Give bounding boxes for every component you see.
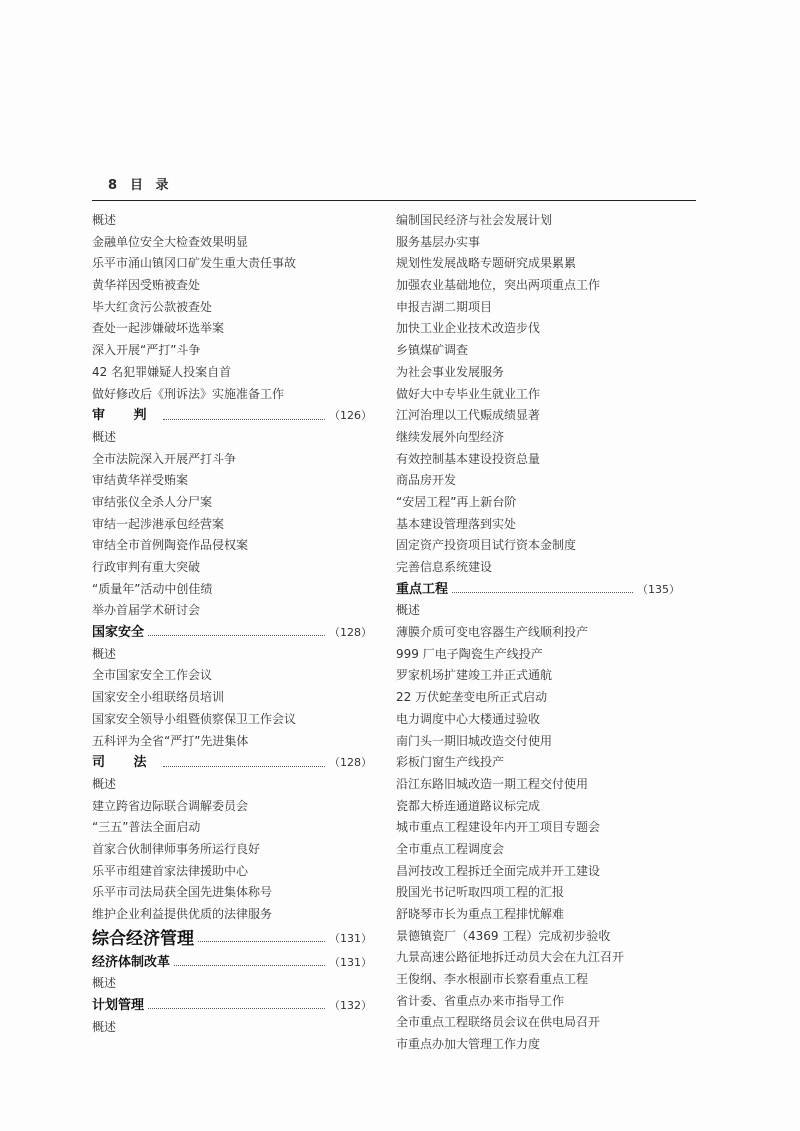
toc-entry[interactable]: 加强农业基础地位，突出两项重点工作 [396, 278, 601, 293]
toc-heading-label: 计划管理 [92, 998, 145, 1014]
toc-page-number: （126） [329, 409, 372, 423]
toc-entry[interactable]: “安居工程”再上新台阶 [396, 494, 517, 509]
toc-page-number: （131） [329, 955, 372, 969]
toc-entry[interactable]: 市重点办加大管理工作力度 [396, 1037, 541, 1052]
toc-entry[interactable]: 瓷都大桥连通道路议标完成 [396, 798, 541, 813]
toc-entry[interactable]: 江河治理以工代赈成绩显著 [396, 408, 541, 423]
toc-entry[interactable]: 继续发展外向型经济 [396, 429, 505, 444]
toc-entry[interactable]: 毕大红贪污公款被查处 [92, 299, 213, 314]
toc-entry[interactable]: 42 名犯罪嫌疑人投案自首 [92, 364, 232, 379]
toc-entry[interactable]: 审结全市首例陶瓷作品侵权案 [92, 538, 249, 553]
dot-leader [452, 592, 633, 593]
toc-entry[interactable]: 999 厂电子陶瓷生产线投产 [396, 646, 543, 661]
dot-leader [163, 766, 325, 767]
toc-section-heading[interactable] [92, 752, 372, 774]
toc-entry[interactable]: 乐平市司法局获全国先进集体称号 [92, 885, 273, 900]
page-header [92, 176, 696, 200]
toc-entry[interactable]: 概述 [92, 776, 117, 791]
toc-page-number: （132） [329, 999, 372, 1013]
toc-section-heading[interactable] [396, 579, 680, 601]
toc-page-number: （131） [329, 931, 372, 945]
toc-entry[interactable]: 全市国家安全工作会议 [92, 668, 213, 683]
toc-entry[interactable]: 服务基层办实事 [396, 234, 481, 249]
toc-entry[interactable]: 殷国光书记听取四项工程的汇报 [396, 885, 565, 900]
toc-entry[interactable]: 乐平市组建首家法律援助中心 [92, 863, 249, 878]
toc-entry[interactable]: 审结一起涉港承包经营案 [92, 516, 225, 531]
toc-entry[interactable]: 概述 [92, 976, 117, 991]
toc-entry[interactable]: 申报吉湖二期项目 [396, 299, 493, 314]
toc-entry[interactable]: 基本建设管理落到实处 [396, 516, 517, 531]
toc-entry[interactable]: 国家安全小组联络员培训 [92, 690, 225, 705]
toc-entry[interactable]: 审结黄华祥受贿案 [92, 473, 189, 488]
dot-leader [174, 965, 325, 966]
toc-chapter-heading[interactable] [92, 926, 372, 952]
toc-entry[interactable]: 固定资产投资项目试行资本金制度 [396, 538, 577, 553]
toc-entry[interactable]: 黄华祥因受贿被查处 [92, 278, 201, 293]
toc-entry[interactable]: 省计委、省重点办来市指导工作 [396, 993, 565, 1008]
dot-leader [163, 419, 325, 420]
toc-right-column [396, 210, 680, 1056]
toc-entry[interactable]: 概述 [92, 646, 117, 661]
toc-entry[interactable]: 做好修改后《刑诉法》实施准备工作 [92, 386, 285, 401]
toc-entry[interactable]: 有效控制基本建设投资总量 [396, 451, 541, 466]
toc-entry[interactable]: 概述 [92, 213, 117, 227]
toc-section-heading[interactable] [92, 995, 372, 1017]
toc-left-column [92, 210, 372, 1038]
dot-leader [148, 1008, 325, 1009]
toc-entry[interactable]: 全市法院深入开展严打斗争 [92, 451, 237, 466]
toc-entry[interactable]: 概述 [396, 603, 421, 618]
toc-heading-label: 经济体制改革 [92, 954, 171, 970]
toc-entry[interactable]: 景德镇瓷厂（4369 工程）完成初步验收 [396, 928, 611, 943]
toc-entry[interactable]: 做好大中专毕业生就业工作 [396, 386, 541, 401]
toc-entry[interactable]: 深入开展“严打”斗争 [92, 343, 201, 358]
header-rule [92, 200, 696, 201]
toc-entry[interactable]: 行政审判有重大突破 [92, 560, 201, 574]
toc-entry[interactable]: 全市重点工程调度会 [396, 841, 505, 856]
toc-entry[interactable]: 昌河技改工程拆迁全面完成并开工建设 [396, 863, 601, 878]
toc-entry[interactable]: 彩板门窗生产线投产 [396, 755, 505, 770]
toc-entry[interactable]: 南门头一期旧城改造交付使用 [396, 733, 553, 748]
toc-entry[interactable]: 乡镇煤矿调查 [396, 343, 469, 358]
toc-entry[interactable]: 审结张仪全杀人分尸案 [92, 494, 213, 509]
toc-entry[interactable]: 城市重点工程建设年内开工项目专题会 [396, 820, 601, 835]
toc-entry[interactable]: 举办首届学术研讨会 [92, 603, 201, 618]
toc-heading-label: 重点工程 [396, 581, 449, 597]
toc-heading-label: 国家安全 [92, 625, 145, 641]
toc-entry[interactable]: 五科评为全省“严打”先进集体 [92, 733, 249, 748]
toc-entry[interactable]: 罗家机场扩建竣工并正式通航 [396, 668, 553, 683]
toc-entry[interactable]: 编制国民经济与社会发展计划 [396, 213, 553, 227]
toc-entry[interactable]: 国家安全领导小组暨侦察保卫工作会议 [92, 711, 297, 726]
toc-entry[interactable]: 加快工业企业技术改造步伐 [396, 321, 541, 336]
toc-page-number: （128） [329, 756, 372, 770]
toc-heading-label: 综合经济管理 [92, 928, 194, 949]
toc-entry[interactable]: 为社会事业发展服务 [396, 364, 505, 379]
toc-entry[interactable]: 电力调度中心大楼通过验收 [396, 711, 541, 726]
toc-entry[interactable]: 首家合伙制律师事务所运行良好 [92, 841, 261, 856]
toc-section-heading[interactable] [92, 405, 372, 427]
toc-entry[interactable]: 全市重点工程联络员会议在供电局召开 [396, 1015, 601, 1030]
toc-entry[interactable]: “三五”普法全面启动 [92, 820, 201, 835]
toc-entry[interactable]: 王俊纲、李水根副市长察看重点工程 [396, 972, 589, 987]
toc-entry[interactable]: 乐平市涌山镇冈口矿发生重大责任事故 [92, 256, 297, 271]
toc-entry[interactable]: 维护企业利益提供优质的法律服务 [92, 907, 273, 921]
toc-page-number: （135） [637, 582, 680, 596]
dot-leader [148, 635, 325, 636]
toc-entry[interactable]: 沿江东路旧城改造一期工程交付使用 [396, 776, 589, 791]
page-title: 目 录 [130, 178, 173, 193]
toc-heading-label: 司 法 [92, 755, 159, 771]
page-number: 8 [108, 178, 118, 193]
toc-entry[interactable]: 舒晓琴市长为重点工程排忧解难 [396, 907, 565, 921]
dot-leader [198, 941, 325, 942]
toc-entry[interactable]: 规划性发展战略专题研究成果累累 [396, 256, 577, 271]
toc-entry[interactable]: 九景高速公路征地拆迁动员大会在九江召开 [396, 950, 625, 965]
toc-entry[interactable]: 查处一起涉嫌破坏选举案 [92, 321, 225, 336]
toc-section-heading[interactable] [92, 622, 372, 644]
toc-entry[interactable]: 商品房开发 [396, 473, 457, 488]
toc-section-heading[interactable] [92, 952, 372, 974]
toc-heading-label: 审 判 [92, 408, 159, 424]
toc-entry[interactable]: 建立跨省边际联合调解委员会 [92, 798, 249, 813]
toc-entry[interactable]: 概述 [92, 429, 117, 444]
toc-entry[interactable]: 完善信息系统建设 [396, 560, 493, 574]
toc-entry[interactable]: 金融单位安全大检查效果明显 [92, 234, 249, 249]
toc-entry[interactable]: 薄膜介质可变电容器生产线顺利投产 [396, 625, 589, 640]
toc-entry[interactable]: “质量年”活动中创佳绩 [92, 581, 213, 596]
toc-page-number: （128） [329, 626, 372, 640]
toc-entry[interactable]: 概述 [92, 1019, 117, 1034]
toc-entry[interactable]: 22 万伏蛇垄变电所正式启动 [396, 690, 548, 705]
